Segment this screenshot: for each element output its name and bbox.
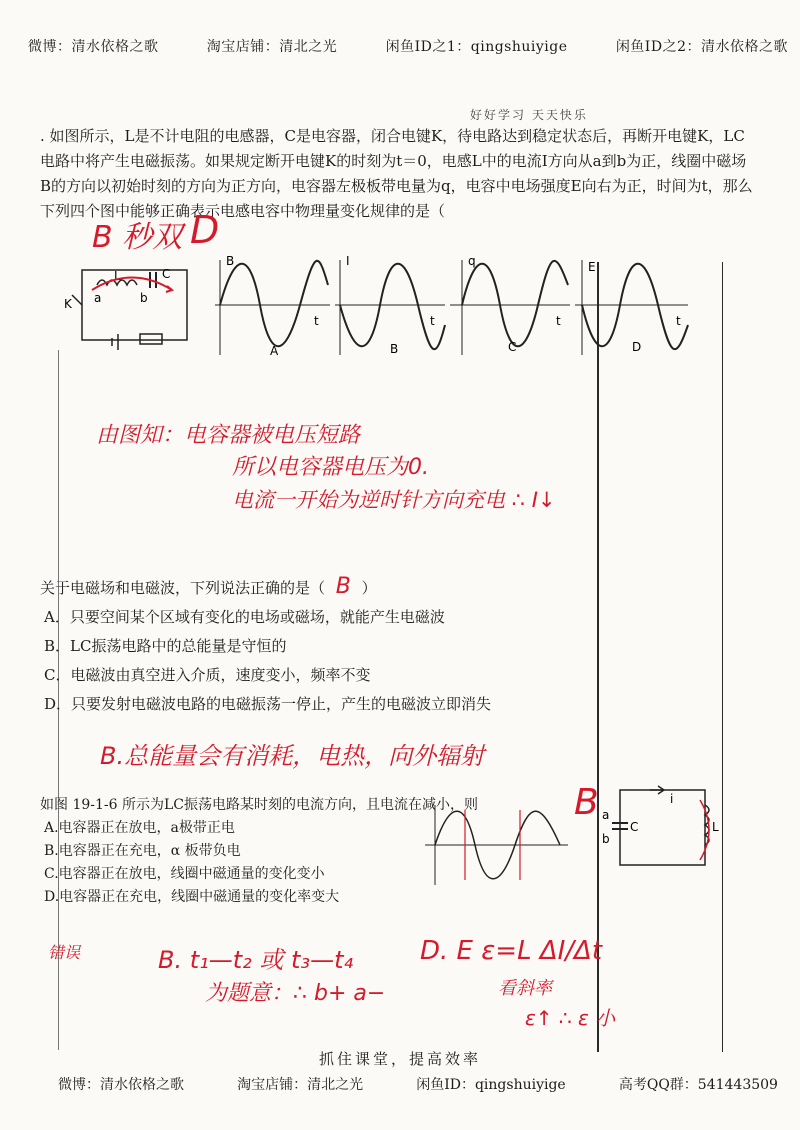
question-1 <box>40 124 755 224</box>
q3-sketch-graph <box>420 800 570 890</box>
graph-b-label: B <box>390 342 399 356</box>
q3-option-c: C.电容器正在放电，线圈中磁通量的变化变小 <box>44 866 325 882</box>
q3-note-d2: 看斜率 <box>498 978 552 999</box>
q3-answer-handwritten: B <box>574 782 599 823</box>
q3-circuit-a: a <box>602 808 610 822</box>
q3-note-b2: 为题意：∴ b+ a− <box>205 981 386 1006</box>
page-divider-right <box>597 262 599 1052</box>
graph-a-label: A <box>270 344 279 358</box>
q1-answer-mark: D <box>190 208 220 252</box>
graph-a-t: t <box>314 314 319 328</box>
graph-b-axis: I <box>346 255 350 268</box>
graph-a <box>215 255 330 358</box>
q2-option-c: C．电磁波由真空进入介质，速度变小，频率不变 <box>44 666 371 684</box>
q3-option-a: A.电容器正在放电，a极带正电 <box>44 820 235 836</box>
sheet-slogan: 好好学习 天天快乐 <box>470 108 588 122</box>
question-1-text: . 如图所示，L是不计电阻的电感器，C是电容器，闭合电键K，待电路达到稳定状态后，再断开电键K，LC电路中将产生电磁振荡。如果规定断开电键K的时刻为t＝0，电感L中的电流I方向从a到b为正，线圈中磁场B的方向以初始时刻的方向为正方向，电容器左极板带电量为q，电容中电场强度E向右为正，时间为t，那么下列四个图中能够正确表示电感电容中物理量变化规律的是（ <box>40 127 753 220</box>
page-edge-right <box>722 262 723 1052</box>
q2-option-a: A．只要空间某个区域有变化的电场或磁场，就能产生电磁波 <box>44 608 445 626</box>
graph-d-axis: E <box>588 260 596 274</box>
circuit-label-K: K <box>64 297 72 311</box>
q1-note-line2: 所以电容器电压为0. <box>232 455 429 480</box>
q3-note-left: 错误 <box>48 943 81 962</box>
q3-circuit-b: b <box>602 832 610 846</box>
q3-circuit-i: i <box>670 792 674 806</box>
q1-note-line3: 电流一开始为逆时针方向充电 ∴ I↓ <box>232 488 556 512</box>
q1-graphs <box>200 255 690 375</box>
q1-answer-handwritten: B 秒双 <box>92 220 183 255</box>
graph-c <box>450 255 570 355</box>
q3-note-d: D. E ε=L ΔI/Δt <box>420 936 603 966</box>
header-bar <box>28 36 788 56</box>
header-weibo: 微博：清水依格之歌 <box>28 39 159 55</box>
footer-weibo: 微博：清水依格之歌 <box>58 1077 184 1093</box>
q3-option-b: B.电容器正在充电，α 板带负电 <box>44 843 241 859</box>
q3-note-b: B. t₁—t₂ 或 t₃—t₄ <box>158 946 354 974</box>
motto: 抓住课堂，提高效率 <box>318 1050 481 1068</box>
q1-note-line1: 由图知：电容器被电压短路 <box>96 423 361 448</box>
graph-d-label: D <box>632 340 642 354</box>
graph-b-t: t <box>430 314 435 328</box>
graph-d <box>575 260 688 355</box>
graph-b <box>335 255 445 356</box>
graph-c-label: C <box>508 340 517 354</box>
footer-taobao: 淘宝店铺：清北之光 <box>237 1077 364 1093</box>
graph-c-t: t <box>556 314 561 328</box>
header-xianyu1: 闲鱼ID之1：qingshuiyige <box>385 39 568 55</box>
q3-circuit-L: L <box>712 820 719 834</box>
q3-circuit-diagram <box>600 785 720 875</box>
q2-answer-handwritten: B <box>335 574 351 599</box>
q2-option-b: B．LC振荡电路中的总能量是守恒的 <box>44 637 287 655</box>
footer-bar <box>58 1074 778 1094</box>
header-taobao: 淘宝店铺：清北之光 <box>206 39 338 55</box>
circuit-label-a: a <box>94 291 102 305</box>
q3-note-d3: ε↑ ∴ ε 小 <box>525 1006 616 1030</box>
question-2-stem-end: ） <box>361 579 377 597</box>
graph-a-axis: B <box>226 255 235 268</box>
q1-circuit-diagram <box>62 250 202 360</box>
q3-circuit-C: C <box>630 820 639 834</box>
header-xianyu2: 闲鱼ID之2：清水依格之歌 <box>615 39 788 55</box>
graph-d-t: t <box>676 314 681 328</box>
footer-xianyu: 闲鱼ID：qingshuiyige <box>416 1077 566 1093</box>
circuit-label-C: C <box>162 267 171 281</box>
circuit-label-L: L <box>114 269 121 283</box>
q2-note: B.总能量会有消耗，电热，向外辐射 <box>100 742 485 770</box>
question-3-stem: 如图 19-1-6 所示为LC振荡电路某时刻的电流方向，且电流在减小，则 <box>40 797 478 813</box>
graph-c-axis: q <box>468 255 476 268</box>
q3-option-d: D.电容器正在充电，线圈中磁通量的变化率变大 <box>44 889 340 905</box>
circuit-label-b: b <box>140 291 148 305</box>
footer-qq: 高考QQ群：541443509 <box>618 1077 778 1093</box>
q2-option-d: D．只要发射电磁波电路的电磁振荡一停止，产生的电磁波立即消失 <box>44 695 492 713</box>
question-2-stem: 关于电磁场和电磁波，下列说法正确的是（ <box>40 579 326 597</box>
question-2 <box>40 572 580 719</box>
